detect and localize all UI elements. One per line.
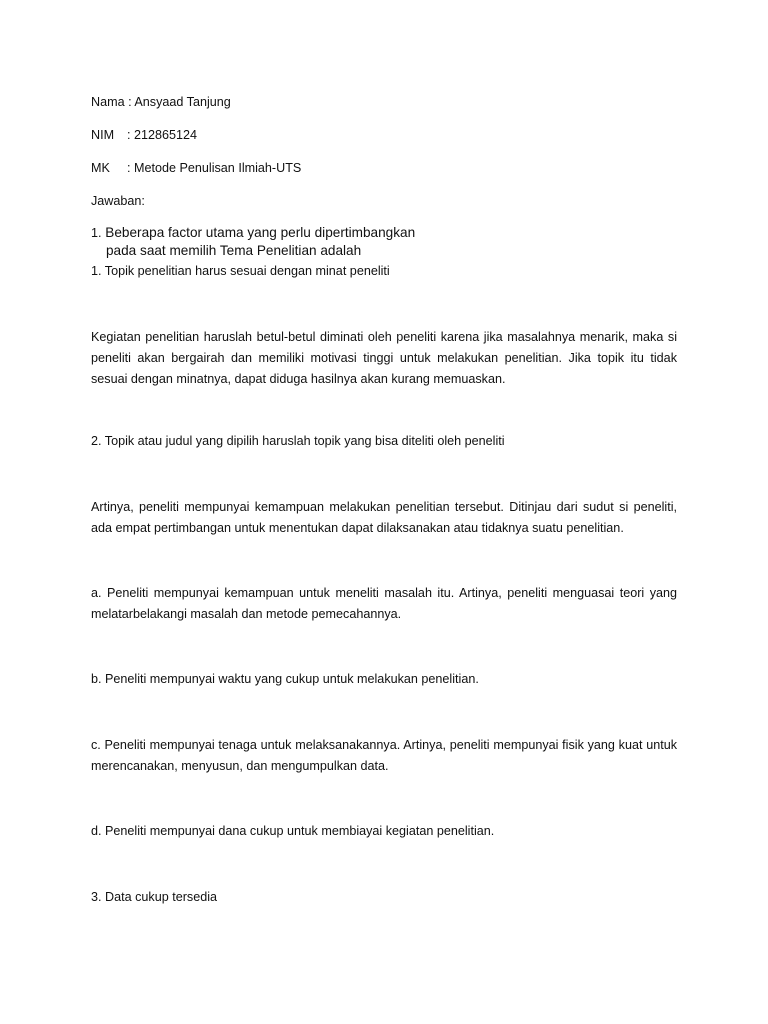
point-1-heading: 1. Topik penelitian harus sesuai dengan minat peneliti	[91, 264, 390, 278]
item-c: c. Peneliti mempunyai tenaga untuk melaksanakannya. Artinya, peneliti mempunyai fisik yang kuat untuk merencanakan, menyusun, dan mengumpulkan data.	[91, 738, 677, 773]
question-line-1: Beberapa factor utama yang perlu dipertimbangkan	[105, 225, 416, 240]
point-3-heading: 3. Data cukup tersedia	[91, 890, 218, 904]
student-nim	[91, 125, 197, 146]
answer-label: Jawaban:	[91, 194, 145, 208]
point-2-heading: 2. Topik atau judul yang dipilih haruslah topik yang bisa diteliti oleh peneliti	[91, 434, 505, 448]
question-number: 1.	[91, 226, 102, 240]
nim-value: : 212865124	[127, 128, 198, 142]
question-line-2: pada saat memilih Tema Penelitian adalah	[106, 243, 362, 258]
item-d: d. Peneliti mempunyai dana cukup untuk membiayai kegiatan penelitian.	[91, 824, 495, 838]
item-b: b. Peneliti mempunyai waktu yang cukup untuk melakukan penelitian.	[91, 672, 479, 686]
nim-label: NIM	[91, 128, 115, 142]
question-heading	[91, 224, 415, 260]
course-name	[91, 158, 301, 179]
mk-label: MK	[91, 161, 110, 175]
paragraph-1: Kegiatan penelitian haruslah betul-betul diminati oleh peneliti karena jika masalahnya menarik, maka si peneliti akan bergairah dan memiliki motivasi tinggi untuk melakukan penelitian. Jika topik itu tidak sesuai dengan minatnya, dapat diduga hasilnya akan kurang memuaskan.	[91, 330, 677, 386]
paragraph-2: Artinya, peneliti mempunyai kemampuan melakukan penelitian tersebut. Ditinjau dari sudut si peneliti, ada empat pertimbangan untuk menentukan dapat dilaksanakan atau tidaknya suatu penelitian.	[91, 500, 677, 535]
item-a: a. Peneliti mempunyai kemampuan untuk meneliti masalah itu. Artinya, peneliti menguasai teori yang melatarbelakangi masalah dan metode pemecahannya.	[91, 586, 677, 621]
student-name: Nama : Ansyaad Tanjung	[91, 95, 231, 109]
mk-value: : Metode Penulisan Ilmiah-UTS	[127, 161, 302, 175]
